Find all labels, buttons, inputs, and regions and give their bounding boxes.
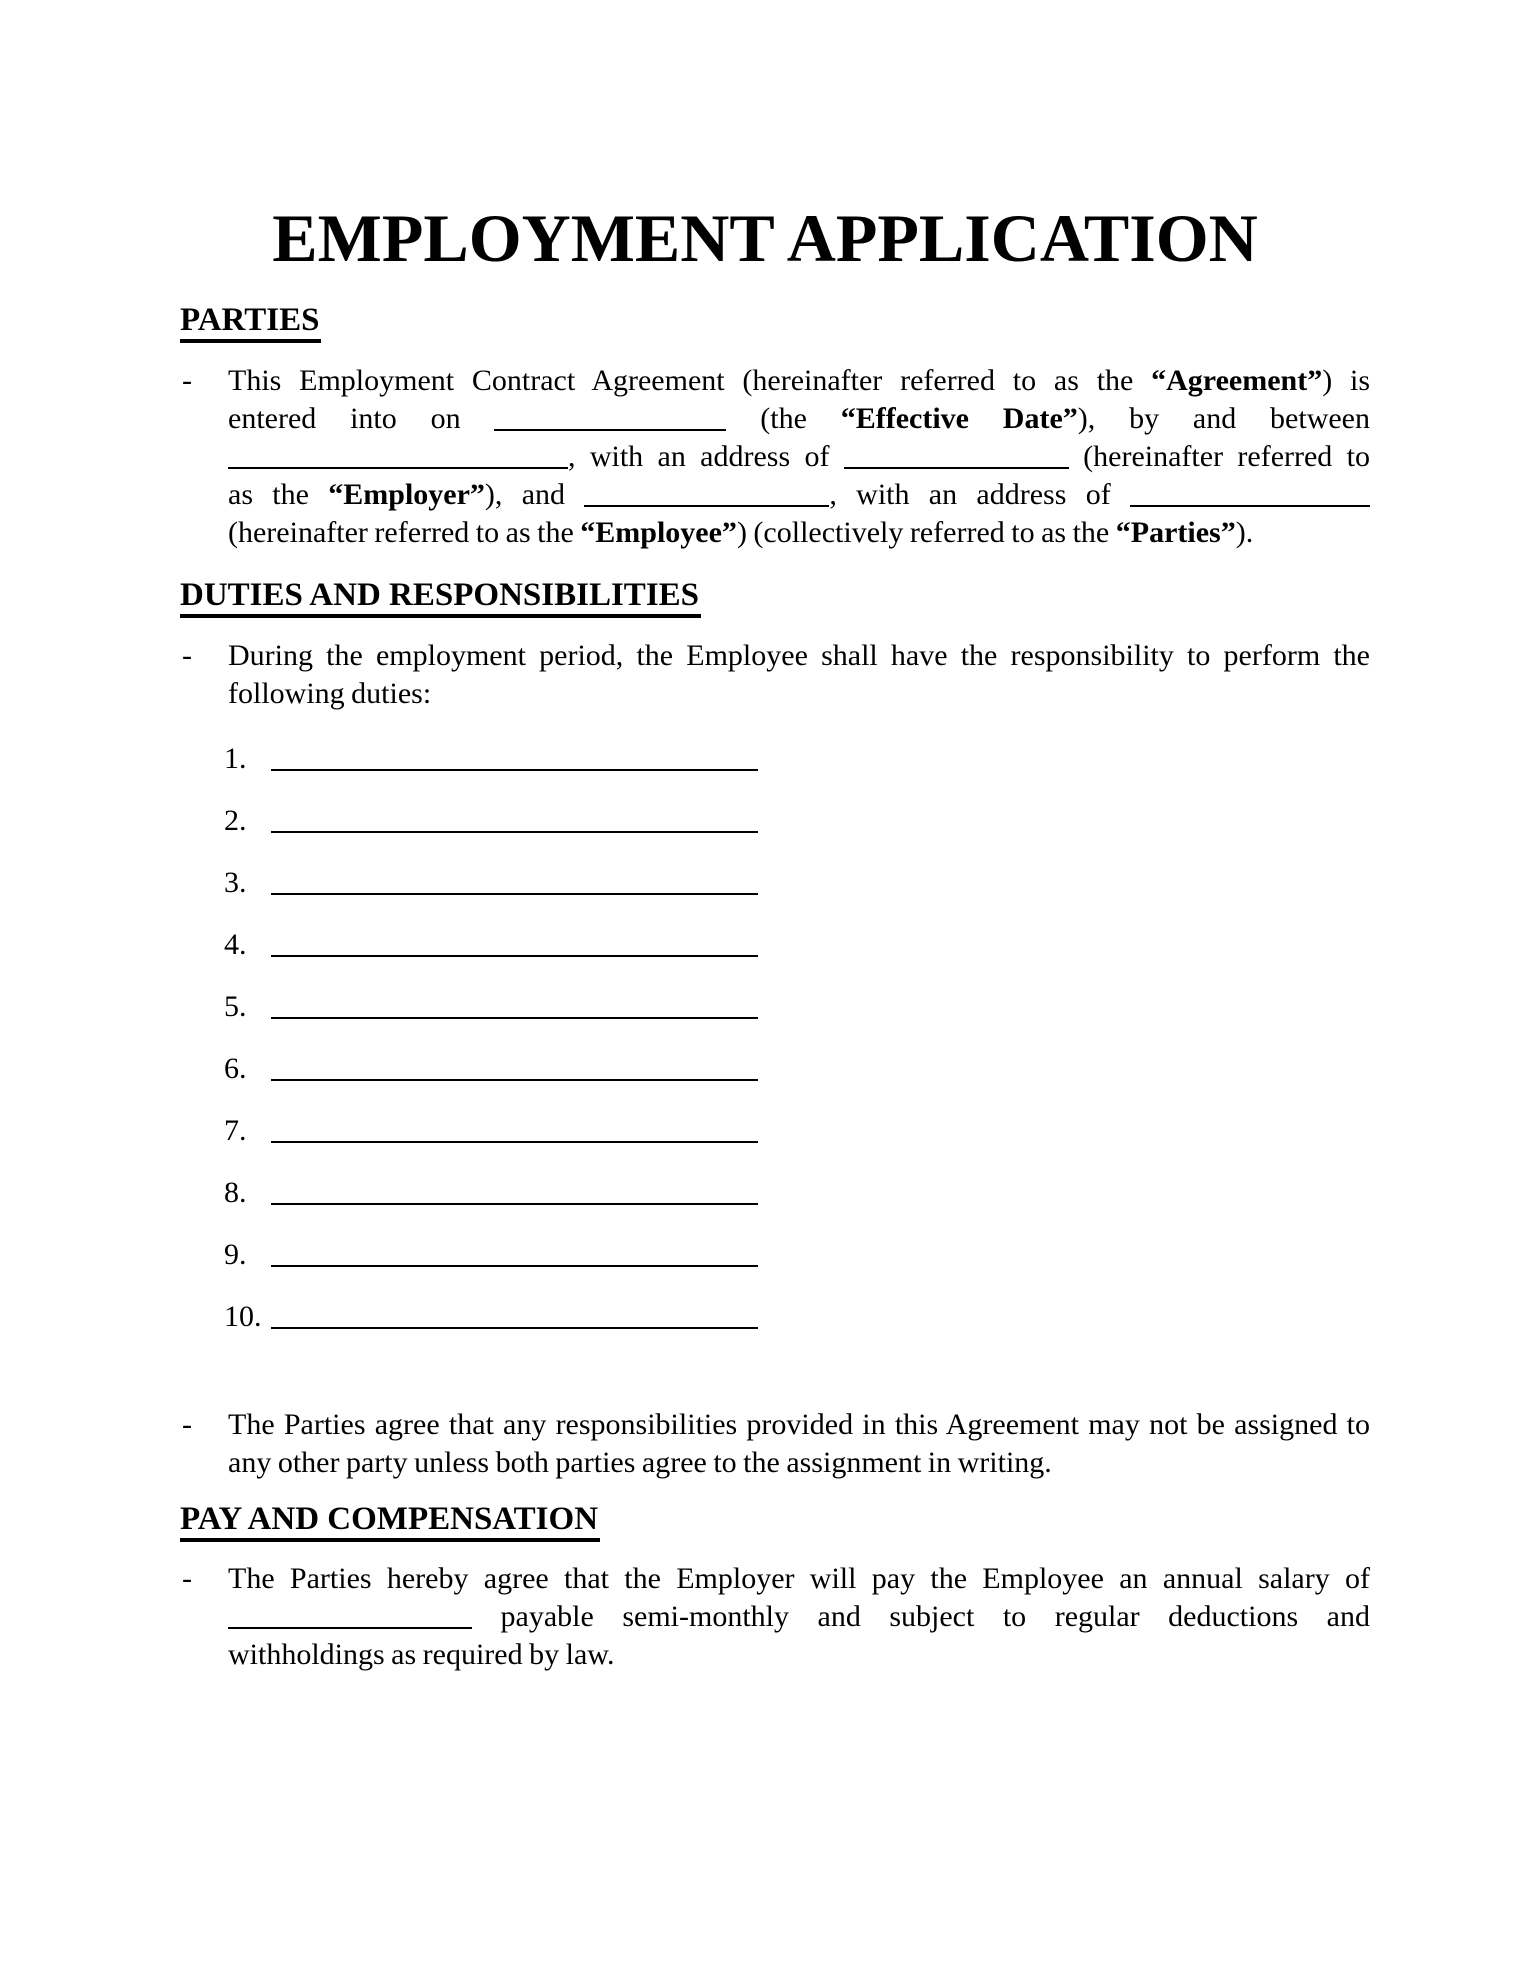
blank-field-duty-3 xyxy=(271,890,758,895)
list-item-number: 2. xyxy=(224,804,247,837)
text-segment: (hereinafter referred to xyxy=(1068,440,1370,473)
list-item xyxy=(224,928,824,990)
duties-numbered-list xyxy=(224,742,824,1362)
section-heading-duties: DUTIES AND RESPONSIBILITIES xyxy=(180,578,701,618)
list-item xyxy=(224,742,824,804)
list-item xyxy=(224,1176,824,1238)
list-item-number: 6. xyxy=(224,1052,247,1085)
list-item-number: 10. xyxy=(224,1300,262,1333)
blank-field-duty-4 xyxy=(271,952,758,957)
text-segment: (hereinafter referred to as the xyxy=(228,516,581,549)
blank-field-duty-2 xyxy=(271,828,758,833)
list-item xyxy=(224,804,824,866)
blank-field-duty-5 xyxy=(271,1014,758,1019)
text-line: During the employment period, the Employee shall have the responsibility to perform the xyxy=(228,639,1370,672)
list-item-number: 1. xyxy=(224,742,247,775)
text-segment: , with an address of xyxy=(829,478,1130,511)
defined-term-employer: “Employer” xyxy=(328,478,485,511)
section-heading-parties: PARTIES xyxy=(180,303,321,343)
list-item xyxy=(224,990,824,1052)
list-item-number: 5. xyxy=(224,990,247,1023)
text-line xyxy=(228,362,1370,400)
defined-term-employee: “Employee” xyxy=(580,516,737,549)
duties-intro-paragraph xyxy=(180,637,1370,713)
list-item xyxy=(224,866,824,928)
assignment-paragraph xyxy=(180,1406,1370,1482)
list-item-number: 8. xyxy=(224,1176,247,1209)
list-item-number: 9. xyxy=(224,1238,247,1271)
defined-term-effective-date: “Effective Date” xyxy=(840,402,1078,435)
blank-field-duty-10 xyxy=(271,1324,758,1329)
text-line xyxy=(228,1598,1370,1636)
blank-field-employer-name xyxy=(228,464,568,469)
bullet-dash: - xyxy=(182,364,192,397)
section-heading-pay: PAY AND COMPENSATION xyxy=(180,1502,600,1542)
text-line xyxy=(228,400,1370,438)
text-segment: This Employment Contract Agreement (hereinafter referred to as the xyxy=(228,364,1152,397)
text-line xyxy=(228,476,1370,514)
text-segment: ) (collectively referred to as the xyxy=(736,516,1116,549)
blank-field-salary-amount xyxy=(228,1624,472,1629)
blank-field-effective-date xyxy=(494,426,726,431)
bullet-dash: - xyxy=(182,639,192,672)
list-item-number: 3. xyxy=(224,866,247,899)
blank-field-duty-9 xyxy=(271,1262,758,1267)
list-item xyxy=(224,1300,824,1362)
text-line: The Parties agree that any responsibilities provided in this Agreement may not be assigned to xyxy=(228,1408,1370,1441)
text-line xyxy=(228,438,1370,476)
text-segment: ), by and between xyxy=(1077,402,1371,435)
parties-paragraph xyxy=(180,362,1370,552)
blank-field-employee-address xyxy=(1130,502,1370,507)
defined-term-parties: “Parties” xyxy=(1115,516,1236,549)
list-item xyxy=(224,1238,824,1300)
text-line: following duties: xyxy=(228,677,432,710)
text-line: The Parties hereby agree that the Employer will pay the Employee an annual salary of xyxy=(228,1562,1370,1595)
text-segment: entered into on xyxy=(228,402,495,435)
text-segment: ) is xyxy=(1322,364,1370,397)
blank-field-employee-name xyxy=(584,502,829,507)
text-segment: (the xyxy=(726,402,841,435)
text-segment: ), and xyxy=(484,478,585,511)
blank-field-duty-1 xyxy=(271,766,758,771)
bullet-dash: - xyxy=(182,1562,192,1595)
text-line xyxy=(228,514,1370,552)
pay-paragraph xyxy=(180,1560,1370,1674)
text-line: any other party unless both parties agree to the assignment in writing. xyxy=(228,1446,1052,1479)
text-segment: as the xyxy=(228,478,329,511)
text-segment: payable semi-monthly and subject to regular deductions and xyxy=(472,1600,1370,1633)
text-segment: , with an address of xyxy=(568,440,844,473)
defined-term-agreement: “Agreement” xyxy=(1151,364,1323,397)
text-line: withholdings as required by law. xyxy=(228,1638,615,1671)
blank-field-duty-8 xyxy=(271,1200,758,1205)
document-title: EMPLOYMENT APPLICATION xyxy=(272,200,1258,276)
list-item-number: 4. xyxy=(224,928,247,961)
blank-field-duty-7 xyxy=(271,1138,758,1143)
list-item xyxy=(224,1052,824,1114)
list-item xyxy=(224,1114,824,1176)
blank-field-duty-6 xyxy=(271,1076,758,1081)
bullet-dash: - xyxy=(182,1408,192,1441)
text-segment: ). xyxy=(1235,516,1254,549)
blank-field-employer-address xyxy=(844,464,1069,469)
list-item-number: 7. xyxy=(224,1114,247,1147)
